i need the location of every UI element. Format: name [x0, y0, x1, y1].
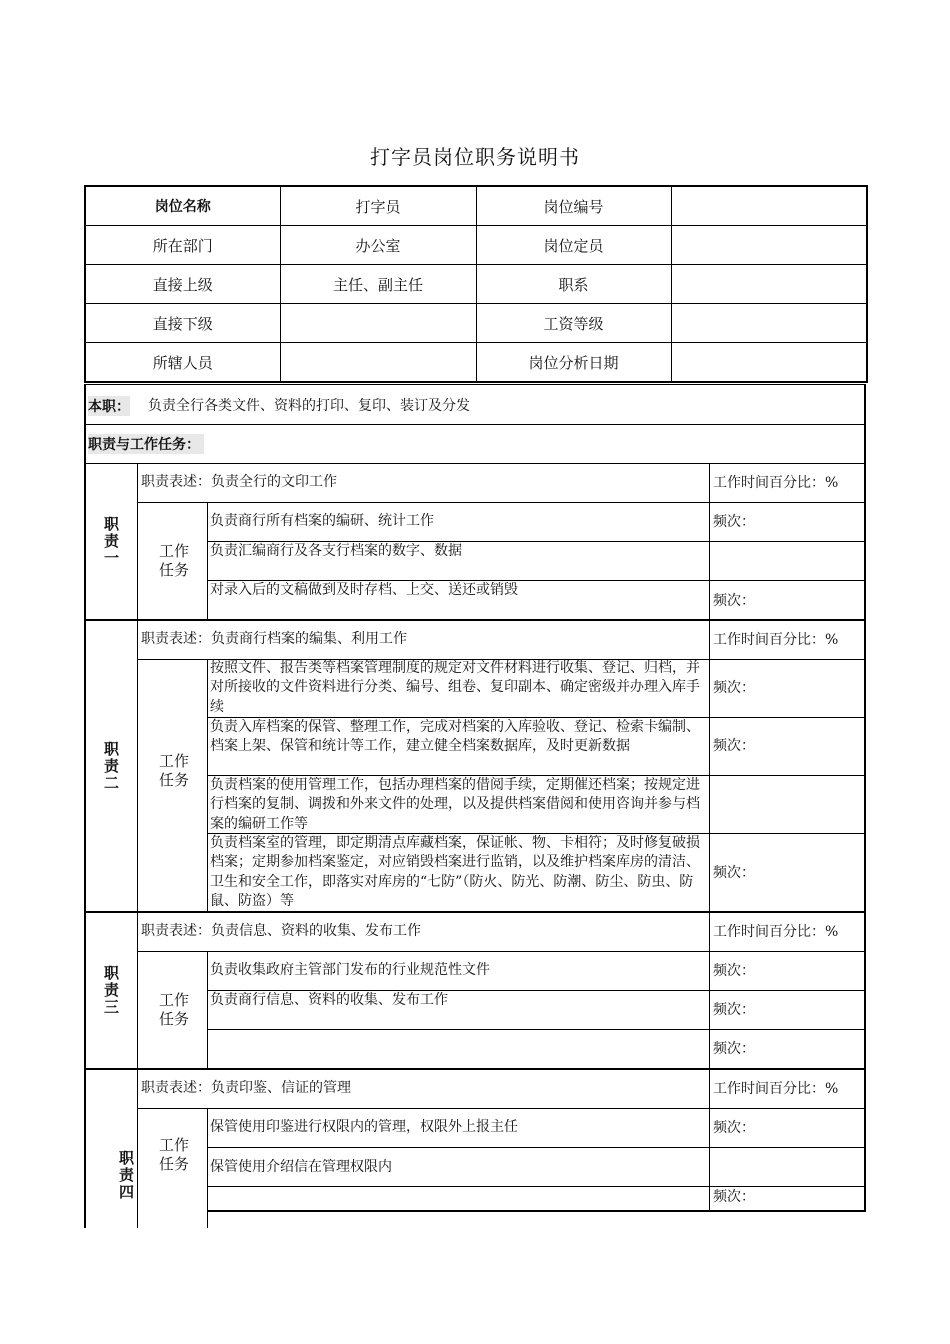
duty-1-label: 职责一 [84, 464, 138, 621]
duty-3-task-1-frequency: 频次： [713, 963, 755, 979]
direct-subordinate-value [280, 304, 476, 343]
position-code-value [671, 186, 867, 226]
duty-3-time-percent: 工作时间百分比：% [713, 924, 839, 940]
job-family-value [671, 265, 867, 304]
salary-grade-value [671, 304, 867, 343]
analysis-date-label: 岗位分析日期 [476, 343, 671, 383]
document-title: 打字员岗位职务说明书 [370, 145, 580, 169]
main-duty-row [84, 384, 866, 425]
duty-1-task-1-frequency: 频次： [713, 514, 755, 530]
duty-block-4 [84, 1070, 866, 1228]
duty-4-task-3-frequency: 频次： [713, 1189, 755, 1205]
direct-superior-label: 直接上级 [85, 265, 280, 304]
duty-4-task-1-frequency: 频次： [713, 1120, 755, 1136]
duty-2-task-2: 负责入库档案的保管、整理工作，完成对档案的入库验收、登记、检索卡编制、档案上架、保管和统计等工作，建立健全档案数据库，及时更新数据 [210, 719, 700, 755]
headcount-label: 岗位定员 [476, 226, 671, 265]
duty-3-work-tasks-label: 工作任务 [158, 991, 189, 1028]
staff-under-label: 所辖人员 [85, 343, 280, 383]
duty-4-task-1: 保管使用印鉴进行权限内的管理，权限外上报主任 [210, 1119, 518, 1135]
basic-info-table [84, 185, 868, 383]
duty-block-2 [84, 621, 866, 913]
position-name-value: 打字员 [280, 186, 476, 226]
duty-3-task-3-frequency: 频次： [713, 1041, 755, 1057]
duty-3-task-2: 负责商行信息、资料的收集、发布工作 [210, 992, 448, 1008]
job-family-label: 职系 [476, 265, 671, 304]
duty-1-task-3: 对录入后的文稿做到及时存档、上交、送还或销毁 [210, 582, 518, 598]
job-description-sheet [84, 185, 866, 1228]
duty-4-time-percent: 工作时间百分比：% [713, 1081, 839, 1097]
duty-4-label: 职责四 [84, 1070, 138, 1228]
direct-subordinate-label: 直接下级 [85, 304, 280, 343]
main-duty-label: 本职： [88, 396, 130, 416]
duty-2-work-tasks-label: 工作任务 [158, 752, 189, 789]
duty-3-description: 职责表述：负责信息、资料的收集、发布工作 [141, 923, 421, 939]
duty-2-time-percent: 工作时间百分比：% [713, 632, 839, 648]
duty-2-label: 职责二 [84, 621, 138, 913]
duty-1-task-3-frequency: 频次： [713, 593, 755, 609]
duty-block-3 [84, 913, 866, 1070]
duty-4-task-2: 保管使用介绍信在管理权限内 [210, 1159, 392, 1175]
duties-header: 职责与工作任务： [88, 434, 204, 454]
staff-under-value [280, 343, 476, 383]
duty-3-task-1: 负责收集政府主管部门发布的行业规范性文件 [210, 962, 490, 978]
duty-1-description: 职责表述：负责全行的文印工作 [141, 474, 337, 490]
position-name-label: 岗位名称 [85, 186, 280, 226]
duty-1-task-2: 负责汇编商行及各支行档案的数字、数据 [210, 543, 462, 559]
duty-2-task-4-frequency: 频次： [713, 865, 755, 881]
duty-2-description: 职责表述：负责商行档案的编集、利用工作 [141, 631, 407, 647]
duty-2-task-1-frequency: 频次： [713, 680, 755, 696]
direct-superior-value: 主任、副主任 [280, 265, 476, 304]
department-value: 办公室 [280, 226, 476, 265]
salary-grade-label: 工资等级 [476, 304, 671, 343]
analysis-date-value [671, 343, 867, 383]
duty-2-task-3: 负责档案的使用管理工作，包括办理档案的借阅手续，定期催还档案；按规定进行档案的复制、调拨和外来文件的处理，以及提供档案借阅和使用咨询并参与档案的编研工作等 [210, 777, 700, 832]
duty-3-task-2-frequency: 频次： [713, 1002, 755, 1018]
headcount-value [671, 226, 867, 265]
department-label: 所在部门 [85, 226, 280, 265]
duties-header-row [84, 424, 866, 464]
duty-4-description: 职责表述：负责印鉴、信证的管理 [141, 1080, 351, 1096]
duty-2-task-1: 按照文件、报告类等档案管理制度的规定对文件材料进行收集、登记、归档，并对所接收的文件资料进行分类、编号、组卷、复印副本、确定密级并办理入库手续 [210, 660, 700, 715]
duty-block-1 [84, 464, 866, 621]
duty-2-task-4: 负责档案室的管理，即定期清点库藏档案，保证帐、物、卡相符；及时修复破损档案；定期参加档案鉴定，对应销毁档案进行监销，以及维护档案库房的清洁、卫生和安全工作，即落实对库房的“七防”（防火、防光、防潮、防尘、防虫、防鼠、防盗）等 [210, 835, 700, 909]
duty-3-label: 职责三 [84, 913, 138, 1070]
duty-4-work-tasks-label: 工作任务 [158, 1136, 189, 1173]
duty-1-task-1: 负责商行所有档案的编研、统计工作 [210, 513, 434, 529]
duty-1-time-percent: 工作时间百分比：% [713, 475, 839, 491]
duty-2-task-2-frequency: 频次： [713, 738, 755, 754]
duty-1-work-tasks-label: 工作任务 [158, 542, 189, 579]
main-duty-text: 负责全行各类文件、资料的打印、复印、装订及分发 [148, 398, 470, 414]
position-code-label: 岗位编号 [476, 186, 671, 226]
